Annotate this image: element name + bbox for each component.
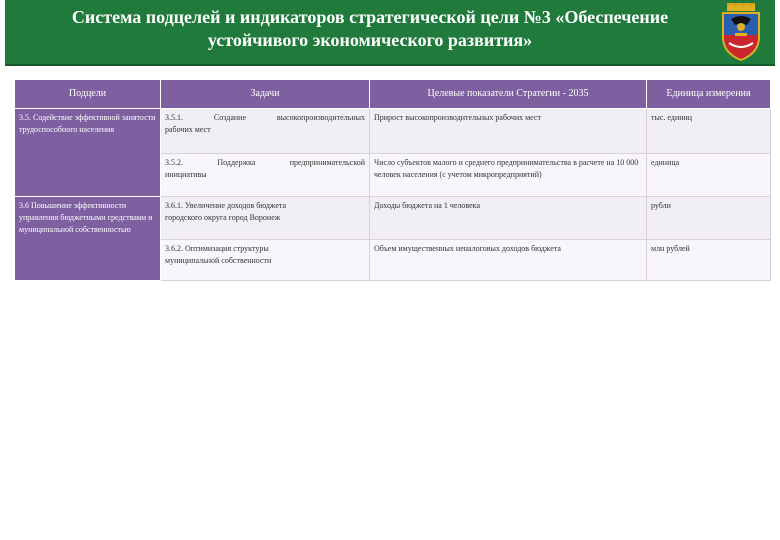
indicator-cell: Объем имущественных неналоговых доходов бюджета [370, 240, 647, 281]
unit-cell: рубли [647, 197, 771, 240]
unit-cell: тыс. единиц [647, 109, 771, 154]
slide-title: Система подцелей и индикаторов стратегической цели №3 «Обеспечение устойчивого экономического развития» [71, 7, 669, 50]
unit-cell: млн рублей [647, 240, 771, 281]
column-header-indicators: Целевые показатели Стратегии - 2035 [370, 80, 647, 109]
indicator-cell: Прирост высокопроизводительных рабочих мест [370, 109, 647, 154]
indicator-cell: Доходы бюджета на 1 человека [370, 197, 647, 240]
subgoal-cell: 3.5. Содействие эффективной занятости трудоспособного населения [15, 109, 161, 197]
task-cell [161, 197, 370, 240]
coat-of-arms-icon [717, 3, 765, 61]
task-cell [161, 109, 370, 154]
table-row [15, 109, 771, 154]
subgoal-cell: 3.6 Повышение эффективности управления бюджетными средствами и муниципальной собственностью [15, 197, 161, 281]
subgoals-table [14, 79, 771, 281]
table-header-row [15, 80, 771, 109]
task-line: городского округа город Воронеж [165, 213, 281, 222]
task-cell [161, 154, 370, 197]
task-cell [161, 240, 370, 281]
unit-cell: единица [647, 154, 771, 197]
task-line: 3.6.2. Оптимизация структуры [165, 244, 269, 253]
table-row [15, 197, 771, 240]
indicator-cell: Число субъектов малого и среднего предпринимательства в расчете на 10 000 человек населения (с учетом микропредприятий) [370, 154, 647, 197]
task-line: 3.5.2. Поддержка предпринимательской [165, 158, 365, 167]
task-line: инициативы [165, 170, 207, 179]
column-header-subgoals: Подцели [15, 80, 161, 109]
column-header-tasks: Задачи [161, 80, 370, 109]
task-line: рабочих мест [165, 125, 211, 134]
task-line: муниципальной собственности [165, 256, 272, 265]
task-line: 3.5.1. Создание высокопроизводительных [165, 113, 365, 122]
column-header-unit: Единица измерения [647, 80, 771, 109]
task-line: 3.6.1. Увеличение доходов бюджета [165, 201, 287, 210]
slide-header [5, 0, 775, 66]
